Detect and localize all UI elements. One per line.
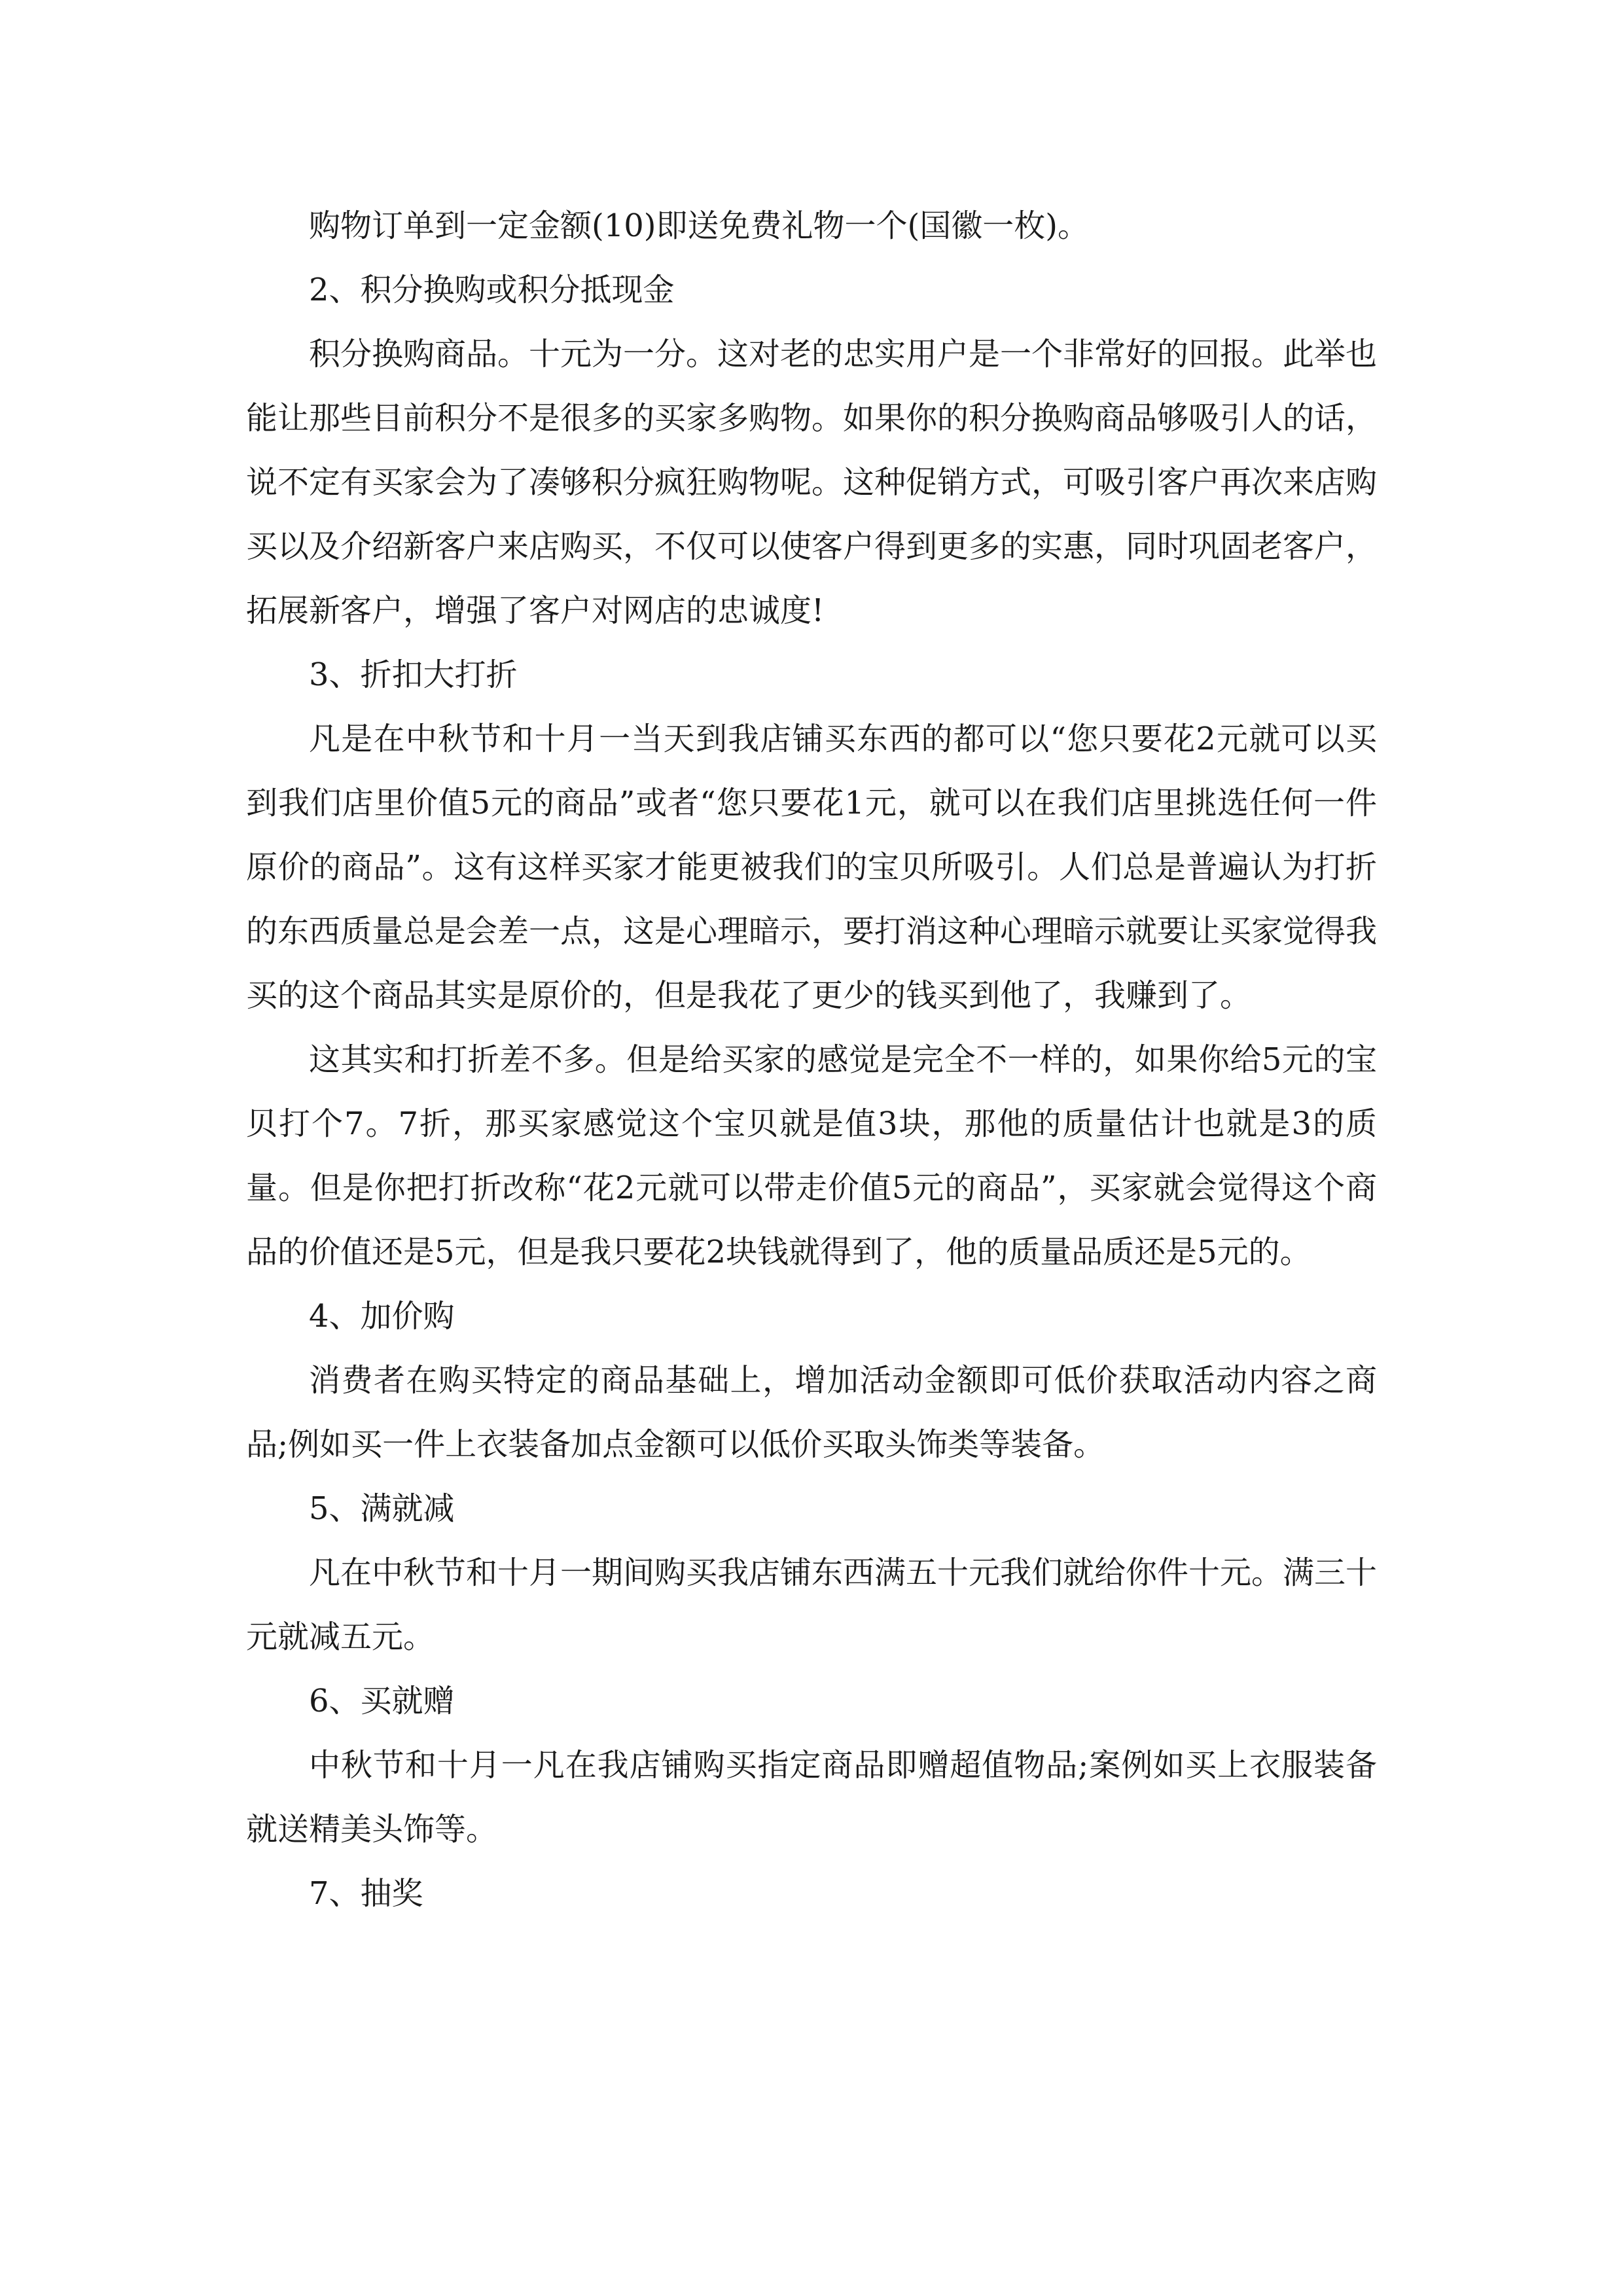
paragraph-gift-order: 购物订单到一定金额(10)即送免费礼物一个(国徽一枚)。 — [309, 207, 1089, 244]
paragraph-discount: 凡是在中秋节和十月一当天到我店铺买东西的都可以“您只要花2元就可以买到我们店里价值5元的商品”或者“您只要花1元，就可以在我们店里挑选任何一件原价的商品”。这有这样买家才能更被我们的宝贝所吸引。人们总是普遍认为打折的东西质量总是会差一点，这是心理暗示，要打消这种心理暗示就要让买家觉得我买的这个商品其实是原价的，但是我花了更少的钱买到他了，我赚到了。 — [246, 721, 1378, 1014]
heading-spend-and-save: 5、满就减 — [309, 1490, 455, 1527]
heading-discount: 3、折扣大打折 — [309, 656, 518, 693]
heading-buy-and-get-gift: 6、买就赠 — [309, 1683, 455, 1719]
paragraph-buy-and-get-gift: 中秋节和十月一凡在我店铺购买指定商品即赠超值物品;案例如买上衣服装备就送精美头饰等。 — [246, 1747, 1377, 1848]
heading-points-exchange: 2、积分换购或积分抵现金 — [309, 272, 675, 308]
heading-lottery: 7、抽奖 — [309, 1875, 423, 1912]
paragraph-spend-and-save: 凡在中秋节和十月一期间购买我店铺东西满五十元我们就给你件十元。满三十元就减五元。 — [246, 1554, 1378, 1655]
paragraph-add-price-purchase: 消费者在购买特定的商品基础上，增加活动金额即可低价获取活动内容之商品;例如买一件上衣装备加点金额可以低价买取头饰类等装备。 — [246, 1362, 1377, 1463]
paragraph-points-exchange: 积分换购商品。十元为一分。这对老的忠实用户是一个非常好的回报。此举也能让那些目前积分不是很多的买家多购物。如果你的积分换购商品够吸引人的话，说不定有买家会为了凑够积分疯狂购物呢。这种促销方式，可吸引客户再次来店购买以及介绍新客户来店购买，不仅可以使客户得到更多的实惠，同时巩固老客户，拓展新客户，增强了客户对网店的忠诚度! — [246, 336, 1378, 629]
paragraph-discount-explanation: 这其实和打折差不多。但是给买家的感觉是完全不一样的，如果你给5元的宝贝打个7。7折，那买家感觉这个宝贝就是值3块，那他的质量估计也就是3的质量。但是你把打折改称“花2元就可以带走价值5元的商品”，买家就会觉得这个商品的价值还是5元，但是我只要花2块钱就得到了，他的质量品质还是5元的。 — [246, 1041, 1377, 1270]
document-body — [246, 194, 1377, 1926]
heading-add-price-purchase: 4、加价购 — [309, 1298, 455, 1335]
